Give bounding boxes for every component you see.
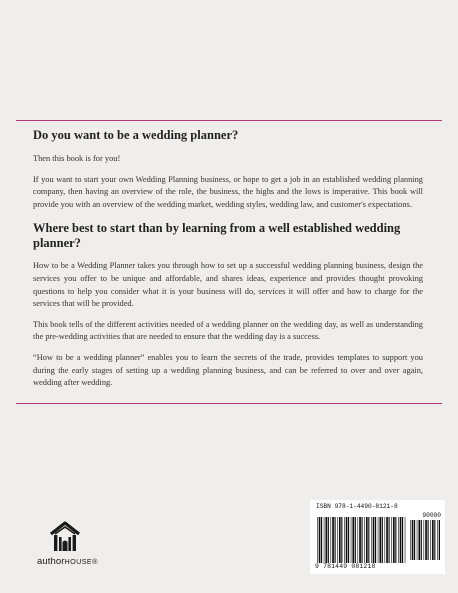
ean-digits: 9 781449 081218 xyxy=(315,563,376,570)
registered-mark: ® xyxy=(92,557,98,566)
back-cover-blurb xyxy=(33,128,423,398)
barcode-bar xyxy=(352,517,354,563)
sub-heading: Where best to start than by learning from a well established wedding planner? xyxy=(33,221,401,251)
barcode-bar xyxy=(331,517,332,563)
price-barcode xyxy=(410,520,440,560)
barcode-bar xyxy=(371,517,372,563)
main-heading: Do you want to be a wedding planner? xyxy=(33,128,239,142)
barcode-bar xyxy=(437,520,438,560)
barcode-bar xyxy=(337,517,338,563)
barcode-bar xyxy=(405,517,406,563)
barcode-bar xyxy=(428,520,429,560)
barcode-bar xyxy=(375,517,376,563)
barcode-bar xyxy=(319,517,321,563)
barcode-bar xyxy=(355,517,356,563)
barcode-bar xyxy=(379,517,381,563)
barcode-bar xyxy=(412,520,414,560)
barcode-bar xyxy=(364,517,365,563)
barcode-bar xyxy=(339,517,341,563)
price-code: 90000 xyxy=(422,512,441,519)
barcode-bar xyxy=(344,517,345,563)
paragraph-overview: If you want to start your own Wedding Planning business, or hope to get a job in an established wedding planning company, then having an overview of the role, the business, the highs and the lows is imperative. This book will provide you with an overview of the wedding market, wedding styles, wedding law, and customer's expectations. xyxy=(33,174,423,209)
barcode-bar xyxy=(348,517,349,563)
barcode-bar xyxy=(400,517,402,563)
barcode-bar xyxy=(325,517,327,563)
barcode-bar xyxy=(434,520,435,560)
paragraph-business: How to be a Wedding Planner takes you through how to set up a successful wedding planning business, design the services you offer to be unique and affordable, and shares ideas, experience and provides thought provoking questions to help you consider what it is your business will do, services it will offer and how to charge for the services that will be provided. xyxy=(33,261,423,309)
barcode-bar xyxy=(386,517,388,563)
barcode-bar xyxy=(368,517,369,563)
barcode-bar xyxy=(385,517,386,563)
paragraph-activities: This book tells of the different activities needed of a wedding planner on the wedding day, as well as understanding the pre-wedding activities that are needed to ensure that the wedding day is a success. xyxy=(33,319,423,342)
barcode-bar xyxy=(395,517,396,563)
barcode-bar xyxy=(332,517,334,563)
barcode-panel xyxy=(310,500,445,574)
barcode-bar xyxy=(389,517,390,563)
barcode-bar xyxy=(439,520,440,560)
publisher-name xyxy=(37,556,117,567)
barcode-bar xyxy=(414,520,415,560)
barcode-bar xyxy=(324,517,325,563)
barcode-bar xyxy=(346,517,348,563)
barcode-bar xyxy=(335,517,336,563)
barcode-bar xyxy=(317,517,318,563)
barcode-bar xyxy=(393,517,395,563)
publisher-name-author: author xyxy=(37,556,65,567)
intro-line: Then this book is for you! xyxy=(33,154,121,163)
barcode-bar xyxy=(421,520,422,560)
barcode-bar xyxy=(430,520,431,560)
barcode-bar xyxy=(432,520,434,560)
barcode-bar xyxy=(321,517,322,563)
barcode-bar xyxy=(378,517,379,563)
barcode-bar xyxy=(398,517,399,563)
barcode-bar xyxy=(359,517,361,563)
publisher-name-house: HOUSE xyxy=(64,557,93,566)
barcode-bar xyxy=(425,520,427,560)
barcode-bar xyxy=(351,517,352,563)
barcode-bar xyxy=(424,520,425,560)
barcode-bar xyxy=(391,517,392,563)
barcode-bar xyxy=(328,517,329,563)
barcode-bar xyxy=(362,517,363,563)
bottom-divider xyxy=(16,403,442,404)
paragraph-secrets: “How to be a wedding planner” enables you to learn the secrets of the trade, provides templates to support you during the early stages of setting up a wedding planning business, and can be referred to over and over again, wedding after wedding. xyxy=(33,352,423,388)
barcode-bar xyxy=(417,520,418,560)
ean-barcode xyxy=(317,517,407,563)
isbn-text: ISBN 978-1-4490-8121-8 xyxy=(316,503,398,510)
publisher-logo-icon xyxy=(48,520,82,554)
barcode-bar xyxy=(382,517,383,563)
barcode-bar xyxy=(366,517,368,563)
barcode-bar xyxy=(418,520,420,560)
barcode-bar xyxy=(410,520,411,560)
barcode-bar xyxy=(402,517,403,563)
barcode-bar xyxy=(358,517,359,563)
barcode-bar xyxy=(373,517,375,563)
barcode-bar xyxy=(341,517,342,563)
top-divider xyxy=(16,120,442,121)
publisher-logo xyxy=(37,520,107,570)
